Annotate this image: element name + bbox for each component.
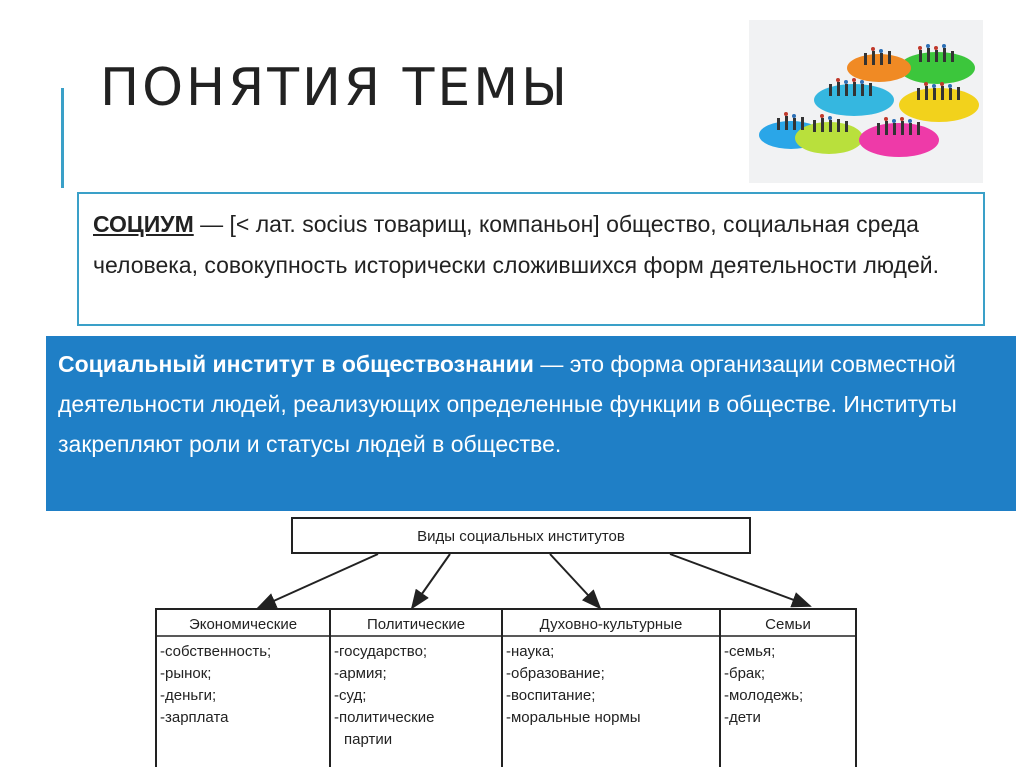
list-item: -суд;: [334, 687, 367, 704]
definition-socium-text: — [< лат. socius товарищ, компаньон] общество, социальная среда человека, совокупность исторически сложившихся форм деятельности людей.: [93, 211, 939, 278]
arrow-political: [412, 554, 450, 608]
definition-institute-term: Социальный институт в обществознании: [58, 351, 534, 377]
column-header-political: Политические: [366, 616, 466, 633]
column-header-economic: Экономические: [188, 616, 298, 633]
definition-socium-box: [77, 192, 985, 326]
list-item: -молодежь;: [724, 687, 804, 704]
arrow-family: [670, 554, 810, 606]
list-item: -армия;: [334, 665, 387, 682]
list-item: -государство;: [334, 643, 428, 660]
list-item: -брак;: [724, 665, 766, 682]
list-item: -дети: [724, 709, 761, 726]
people-groups-icon: [749, 20, 983, 183]
list-item: -рынок;: [160, 665, 212, 682]
list-item: -зарплата: [160, 709, 229, 726]
column-header-cultural: Духовно-культурные: [539, 616, 683, 633]
list-item: партии: [344, 731, 393, 748]
list-item: -образование;: [506, 665, 605, 682]
definition-institute-text: — это форма организации совместной деятельности людей, реализующих определенные функции в обществе. Институты закрепляют роли и статусы людей в обществе.: [58, 351, 957, 457]
slide-title: ПОНЯТИЯ ТЕМЫ: [100, 58, 570, 118]
social-institutes-diagram: [150, 514, 860, 767]
accent-line: [61, 92, 64, 188]
list-item: -семья;: [724, 643, 776, 660]
list-item: -моральные нормы: [506, 709, 641, 726]
people-groups-illustration: [749, 20, 983, 183]
list-item: -собственность;: [160, 643, 272, 660]
definition-institute-box: [46, 336, 1016, 511]
diagram-svg: [150, 514, 860, 767]
list-item: -наука;: [506, 643, 555, 660]
column-header-family: Семьи: [765, 616, 811, 633]
list-item: -политические: [334, 709, 435, 726]
list-item: -деньги;: [160, 687, 217, 704]
list-item: -воспитание;: [506, 687, 596, 704]
diagram-header: Виды социальных институтов: [417, 528, 625, 545]
arrow-cultural: [550, 554, 600, 608]
arrow-economic: [258, 554, 378, 608]
definition-socium-term: СОЦИУМ: [93, 211, 194, 237]
